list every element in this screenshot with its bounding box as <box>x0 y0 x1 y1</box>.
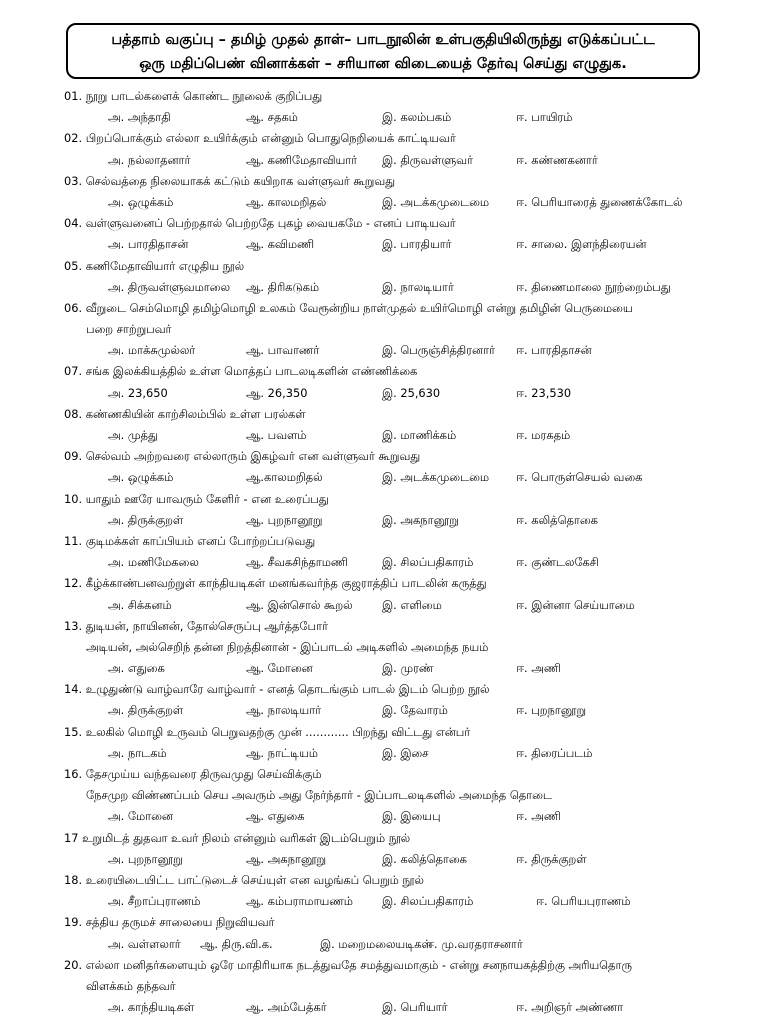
answer-options-row <box>0 425 768 446</box>
answer-option-c: இ. கலித்தொகை <box>382 851 467 866</box>
answer-option-a: அ. சிக்கனம் <box>108 597 172 612</box>
answer-option-a: அ. திருக்குறள் <box>108 512 184 527</box>
answer-options-row <box>0 192 768 213</box>
answer-options-row <box>0 997 768 1018</box>
answer-options-row <box>0 658 768 679</box>
question-text: 10. யாதும் ஊரே யாவரும் கேளிர் - என உரைப்பது <box>64 491 329 506</box>
answer-options-row <box>0 383 768 404</box>
answer-option-d: ஈ. திரைப்படம் <box>516 745 593 760</box>
answer-option-a: அ. மோனை <box>108 809 173 824</box>
answer-option-b: ஆ. காலமறிதல் <box>246 194 327 209</box>
answer-options-row <box>0 510 768 531</box>
answer-option-a: அ. காந்தியடிகள் <box>108 1000 195 1015</box>
answer-option-c: இ. திருவள்ளுவர் <box>382 152 473 167</box>
question-text: 02. பிறப்பொக்கும் எல்லா உயிர்க்கும் என்னும் பொதுநெறியைக் காட்டியவர் <box>64 131 456 146</box>
question-text-continued: பறை சாற்றுபவர் <box>86 322 172 337</box>
answer-option-d: ஈ. சாலை. இளந்திரையன் <box>516 237 647 252</box>
answer-option-d: ஈ. புறநானூறு <box>516 703 586 718</box>
answer-option-b: ஆ. திரு.வி.க. <box>200 936 273 951</box>
answer-option-d: ஈ. பெரியபுராணம் <box>536 894 631 909</box>
answer-option-b: ஆ. 26,350 <box>246 385 308 400</box>
answer-option-a: அ. திருக்குறள் <box>108 703 184 718</box>
answer-option-b: ஆ. அம்பேத்கர் <box>246 1000 327 1015</box>
answer-options-row <box>0 806 768 827</box>
answer-options-row <box>0 150 768 171</box>
answer-options-row <box>0 234 768 255</box>
answer-option-b: ஆ. சதகம் <box>246 110 298 125</box>
question-text: 16. தேசமுய்ய வந்தவரை திருவமுது செய்விக்கும் <box>64 767 322 781</box>
answer-option-c: இ. இயைபு <box>382 809 441 824</box>
answer-option-d: ஈ. பாரதிதாசன் <box>516 343 592 358</box>
answer-option-c: இ. மறைமலையடிகள் <box>320 936 432 951</box>
question-text: 17 உறுமிடத் துதவா உவர் நிலம் என்னும் வரிகள் இடம்பெறும் நூல் <box>64 830 411 845</box>
question-text: 09. செல்வம் அற்றவரை எல்லாரும் இகழ்வர் என வள்ளுவர் கூறுவது <box>64 449 421 464</box>
answer-option-b: ஆ. சீவகசிந்தாமணி <box>246 555 348 570</box>
answer-option-a: அ. திருவள்ளுவமாலை <box>108 279 230 294</box>
question-text: 20. எல்லா மனிதர்களையும் ஒரே மாதிரியாக நடத்துவதே சமத்துவமாகும் - என்று சனநாயகத்திற்கு அரியதொரு <box>64 957 632 972</box>
answer-option-c: இ. நாலடியார் <box>382 279 454 294</box>
answer-option-d: ஈ. குண்டலகேசி <box>516 555 599 570</box>
answer-option-d: ஈ. இன்னா செய்யாமை <box>516 597 635 612</box>
answer-options-row <box>0 849 768 870</box>
answer-option-b: ஆ. இன்சொல் கூறல் <box>246 597 353 612</box>
answer-option-d: ஈ. கலித்தொகை <box>516 512 598 527</box>
answer-option-b: ஆ. நாட்டியம் <box>246 745 318 760</box>
answer-option-d: ஈ. திணைமாலை நூற்றைம்பது <box>516 279 671 294</box>
answer-option-b: ஆ. கணிமேதாவியார் <box>246 152 358 167</box>
answer-option-a: அ. மணிமேகலை <box>108 555 199 570</box>
answer-option-c: இ. அகநானூறு <box>382 512 459 527</box>
question-text: 05. கணிமேதாவியார் எழுதிய நூல் <box>64 258 245 273</box>
answer-option-b: ஆ. அகநானூறு <box>246 851 327 866</box>
answer-option-d: ஈ. 23,530 <box>516 385 572 400</box>
answer-option-a: அ. நல்லாதனார் <box>108 152 191 167</box>
answer-option-a: அ. சீறாப்புராணம் <box>108 894 201 909</box>
answer-option-a: அ. ஒழுக்கம் <box>108 470 174 485</box>
answer-option-a: அ. ஒழுக்கம் <box>108 194 174 209</box>
answer-option-c: இ. தேவாரம் <box>382 703 448 718</box>
answer-option-d: ஈ. அணி <box>516 661 561 676</box>
question-text: 13. துடியன், நாயினன், தோல்செருப்பு ஆர்த்தபோர் <box>64 618 328 633</box>
answer-option-b: ஆ. கம்பராமாயணம் <box>246 894 353 909</box>
answer-option-a: அ. அந்தாதி <box>108 110 171 125</box>
answer-option-b: ஆ.காலமறிதல் <box>246 470 323 485</box>
answer-option-a: அ. முத்து <box>108 428 158 442</box>
answer-option-c: இ. 25,630 <box>382 385 441 400</box>
answer-option-c: இ. முரண் <box>382 661 434 676</box>
question-text-continued: அடியன், அல்செறிந் தன்ன நிறத்தினான் - இப்பாடல் அடிகளில் அமைந்த நயம் <box>86 639 489 654</box>
answer-option-a: அ. எதுகை <box>108 661 165 676</box>
question-text-continued: நேசமுற விண்ணப்பம் செய அவரும் அது நேர்ந்தார் - இப்பாடலடிகளில் அமைந்த தொடை <box>86 788 552 803</box>
question-text: 19. சத்திய தருமச் சாலையை நிறுவியவர் <box>64 915 275 930</box>
answer-option-c: இ. பாரதியார் <box>382 237 452 252</box>
answer-option-b: ஆ. பாவாணர் <box>246 343 320 358</box>
answer-option-b: ஆ. கவிமணி <box>246 237 314 252</box>
question-text: 12. கீழ்க்காண்பனவற்றுள் காந்தியடிகள் மனங்கவர்ந்த குஜராத்திப் பாடலின் கருத்து <box>64 576 487 591</box>
answer-option-b: ஆ. புறநானூறு <box>246 512 323 527</box>
question-list <box>0 86 768 1018</box>
answer-option-c: இ. சிலப்பதிகாரம் <box>382 555 474 570</box>
answer-option-c: இ. சிலப்பதிகாரம் <box>382 894 474 909</box>
answer-option-b: ஆ. மோனை <box>246 661 313 676</box>
question-text: 07. சங்க இலக்கியத்தில் உள்ள மொத்தப் பாடலடிகளின் எண்ணிக்கை <box>64 364 418 379</box>
answer-option-b: ஆ. திரிகடுகம் <box>246 279 320 294</box>
answer-option-d: ஈ. பொருள்செயல் வகை <box>516 470 643 485</box>
question-text: 04. வள்ளுவனைப் பெற்றதால் பெற்றதே புகழ் வையகமே - எனப் பாடியவர் <box>64 216 456 231</box>
answer-option-b: ஆ. எதுகை <box>246 809 305 824</box>
answer-option-d: ஈ. அணி <box>516 809 561 824</box>
answer-options-row <box>0 340 768 361</box>
question-text: 15. உலகில் மொழி உருவம் பெறுவதற்கு முன் ............ பிறந்து விட்டது என்பர் <box>64 724 471 739</box>
answer-option-b: ஆ. நாலடியார் <box>246 703 322 718</box>
answer-option-d: ஈ. மு.வரதராசனார் <box>426 936 523 951</box>
answer-option-d: ஈ. மரகதம் <box>516 428 571 442</box>
answer-option-b: ஆ. பவளம் <box>246 428 307 442</box>
worksheet-title-line-2: ஒரு மதிப்பெண் வினாக்கள் – சரியான விடையைத் தேர்வு செய்து எழுதுக. <box>139 56 627 72</box>
question-text: 03. செல்வத்தை நிலையாகக் கட்டும் கயிறாக வள்ளுவர் கூறுவது <box>64 173 396 188</box>
answer-option-d: ஈ. பாயிரம் <box>516 110 573 125</box>
answer-option-c: இ. எளிமை <box>382 597 442 612</box>
question-text: 14. உழுதுண்டு வாழ்வாரே வாழ்வார் - எனத் தொடங்கும் பாடல் இடம் பெற்ற நூல் <box>64 682 490 697</box>
question-text: 06. வீறுடை செம்மொழி தமிழ்மொழி உலகம் வேரூன்றிய நாள்முதல் உயிர்மொழி என்று தமிழின் பெருமையை <box>64 300 633 315</box>
answer-options-row <box>0 700 768 721</box>
question-text: 01. நூறு பாடல்களைக் கொண்ட நூலைக் குறிப்பது <box>64 89 323 103</box>
answer-option-c: இ. பெருஞ்சித்திரனார் <box>382 343 495 358</box>
answer-option-c: இ. கலம்பகம் <box>382 110 452 125</box>
answer-option-a: அ. வள்ளலார் <box>108 936 181 951</box>
answer-options-row <box>0 467 768 488</box>
answer-option-c: இ. மாணிக்கம் <box>382 428 457 442</box>
answer-option-a: அ. 23,650 <box>108 385 168 400</box>
answer-options-row <box>0 552 768 573</box>
answer-option-a: அ. மாக்சுமுல்லர் <box>108 343 196 358</box>
answer-option-a: அ. நாடகம் <box>108 745 167 760</box>
answer-options-row <box>0 277 768 298</box>
answer-option-a: அ. பாரதிதாசன் <box>108 237 189 252</box>
answer-options-row <box>0 595 768 616</box>
answer-options-row <box>0 107 768 128</box>
answer-option-c: இ. இசை <box>382 745 429 760</box>
question-text: 11. குடிமக்கள் காப்பியம் எனப் போற்றப்படுவது <box>64 533 316 548</box>
answer-options-row <box>0 934 768 955</box>
answer-option-d: ஈ. பெரியாரைத் துணைக்கோடல் <box>516 194 683 209</box>
worksheet-title-line-1: பத்தாம் வகுப்பு – தமிழ் முதல் தாள்– பாடநூலின் உள்பகுதியிலிருந்து எடுக்கப்பட்ட <box>111 32 655 48</box>
answer-option-c: இ. அடக்கமுடைமை <box>382 194 490 209</box>
question-text-continued: விளக்கம் தந்தவர் <box>86 978 176 993</box>
answer-option-d: ஈ. அறிஞர் அண்ணா <box>516 1000 624 1015</box>
worksheet-title-box <box>66 23 700 79</box>
question-text: 18. உரையிடையிட்ட பாட்டுடைச் செய்யுள் என வழங்கப் பெறும் நூல் <box>64 872 424 887</box>
answer-option-d: ஈ. கண்ணகனார் <box>516 152 598 167</box>
answer-option-d: ஈ. திருக்குறள் <box>516 851 587 866</box>
answer-option-a: அ. புறநானூறு <box>108 851 183 866</box>
question-text: 08. கண்ணகியின் காற்சிலம்பில் உள்ள பரல்கள் <box>64 406 306 421</box>
answer-option-c: இ. பெரியார் <box>382 1000 448 1015</box>
answer-options-row <box>0 891 768 912</box>
answer-options-row <box>0 743 768 764</box>
answer-option-c: இ. அடக்கமுடைமை <box>382 470 490 485</box>
